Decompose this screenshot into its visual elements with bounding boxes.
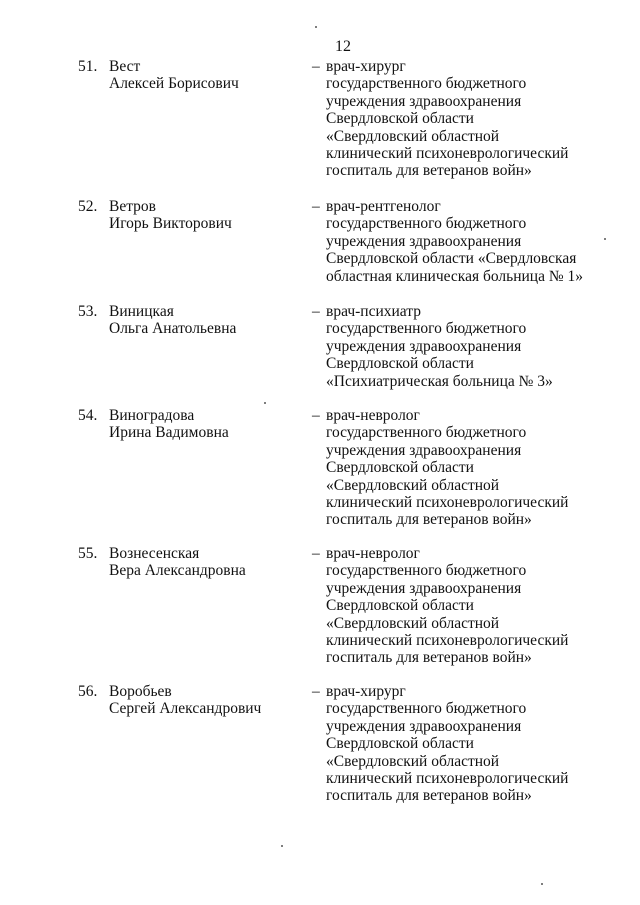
given-names: Алексей Борисович (109, 75, 239, 93)
description-line: клинический психоневрологический (326, 494, 569, 512)
description-line: «Свердловский областной (326, 614, 500, 632)
description-line: «Свердловский областной (326, 752, 500, 770)
given-names: Сергей Александрович (109, 700, 262, 718)
person-name (109, 198, 299, 233)
scan-speck (541, 883, 543, 885)
scan-speck (264, 402, 266, 404)
description-line: государственного бюджетного (326, 215, 527, 233)
scan-speck (281, 845, 283, 847)
description-line: «Психиатрическая больница № 3» (326, 372, 553, 390)
description-line: Свердловской области «Свердловская (326, 250, 577, 268)
person-name (109, 303, 299, 338)
description-line: государственного бюджетного (326, 75, 527, 93)
dash: – (312, 303, 320, 320)
given-names: Игорь Викторович (109, 215, 232, 233)
position-description (326, 303, 626, 390)
description-line: государственного бюджетного (326, 700, 527, 718)
description-line: Свердловской области (326, 355, 474, 373)
position-description (326, 545, 626, 667)
person-name (109, 545, 299, 580)
given-names: Ольга Анатольевна (109, 320, 237, 338)
entry-number: 52. (78, 198, 98, 215)
description-line: клинический психоневрологический (326, 770, 569, 788)
description-line: врач-невролог (326, 545, 420, 562)
entry-number: 53. (78, 303, 98, 320)
entry-number: 54. (78, 407, 98, 424)
surname: Ветров (109, 198, 156, 215)
dash: – (312, 407, 320, 424)
description-line: врач-рентгенолог (326, 198, 441, 215)
description-line: «Свердловский областной (326, 476, 500, 494)
description-line: государственного бюджетного (326, 320, 527, 338)
description-line: Свердловской области (326, 459, 474, 477)
description-line: государственного бюджетного (326, 562, 527, 580)
person-name (109, 58, 299, 93)
description-line: клинический психоневрологический (326, 145, 569, 163)
description-line: Свердловской области (326, 110, 474, 128)
entry-number: 55. (78, 545, 98, 562)
description-line: госпиталь для ветеранов войн» (326, 649, 532, 667)
given-names: Ирина Вадимовна (109, 424, 229, 442)
scan-speck (315, 26, 317, 28)
entry-number: 56. (78, 683, 98, 700)
description-line: Свердловской области (326, 735, 474, 753)
description-line: учреждения здравоохранения (326, 232, 522, 250)
surname: Виноградова (109, 407, 195, 424)
description-line: госпиталь для ветеранов войн» (326, 162, 532, 180)
description-line: государственного бюджетного (326, 424, 527, 442)
surname: Виницкая (109, 303, 174, 320)
description-line: госпиталь для ветеранов войн» (326, 511, 532, 529)
dash: – (312, 198, 320, 215)
description-line: врач-хирург (326, 58, 406, 75)
description-line: госпиталь для ветеранов войн» (326, 787, 532, 805)
surname: Вест (109, 58, 141, 75)
dash: – (312, 58, 320, 75)
description-line: учреждения здравоохранения (326, 337, 522, 355)
position-description (326, 58, 626, 180)
given-names: Вера Александровна (109, 562, 246, 580)
position-description (326, 407, 626, 529)
description-line: учреждения здравоохранения (326, 717, 522, 735)
description-line: «Свердловский областной (326, 127, 500, 145)
person-name (109, 407, 299, 442)
description-line: врач-психиатр (326, 303, 421, 320)
surname: Вознесенская (109, 545, 200, 562)
description-line: областная клиническая больница № 1» (326, 267, 584, 285)
scan-speck (604, 238, 606, 240)
description-line: учреждения здравоохранения (326, 92, 522, 110)
description-line: клинический психоневрологический (326, 632, 569, 650)
position-description (326, 683, 626, 805)
dash: – (312, 545, 320, 562)
description-line: врач-невролог (326, 407, 420, 424)
dash: – (312, 683, 320, 700)
description-line: врач-хирург (326, 683, 406, 700)
position-description (326, 198, 626, 285)
page-number: 12 (335, 38, 351, 55)
description-line: учреждения здравоохранения (326, 579, 522, 597)
entry-number: 51. (78, 58, 98, 75)
person-name (109, 683, 299, 718)
description-line: учреждения здравоохранения (326, 441, 522, 459)
surname: Воробьев (109, 683, 172, 700)
description-line: Свердловской области (326, 597, 474, 615)
